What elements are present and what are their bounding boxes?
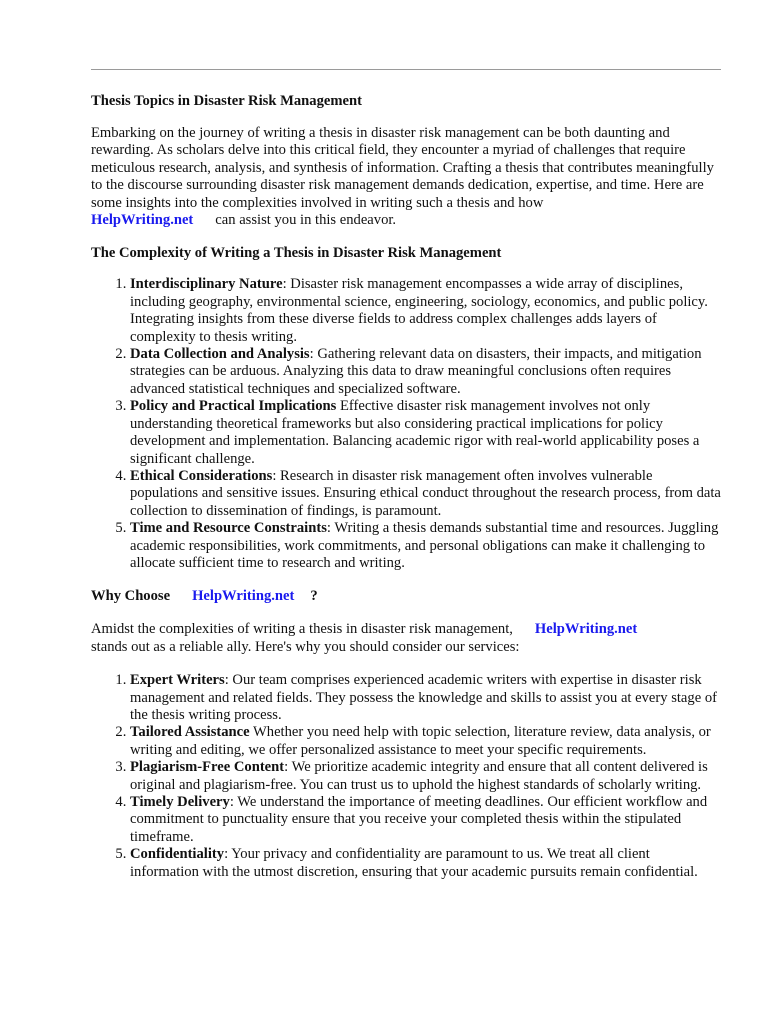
list-item: 2. Data Collection and Analysis: Gathering relevant data on disasters, their impacts, and mitigation strategies can be arduous. Analyzing this data to draw meaningful conclusions often requires advanced statistical techniques and specialized software.	[130, 346, 721, 398]
item-text: Your privacy and confidentiality are paramount to us. We treat all client information with the utmost discretion, ensuring that your academic pursuits remain confidential.	[130, 846, 698, 880]
why-paragraph: Amidst the complexities of writing a thesis in disaster risk management, HelpWriting.net stands out as a reliable ally. Here's why you should consider our services:	[91, 621, 638, 655]
intro-paragraph	[91, 125, 721, 229]
item-text: Our team comprises experienced academic writers with expertise in disaster risk management and related fields. They possess the knowledge and skills to assist you at every stage of the thesis writing process.	[130, 672, 717, 723]
item-text: Gathering relevant data on disasters, their impacts, and mitigation strategies can be arduous. Analyzing this data to draw meaningful conclusions often requires advanced statistical techniques and specialized software.	[130, 346, 702, 397]
complexity-list	[91, 276, 721, 572]
list-item	[130, 724, 721, 759]
list-item: 1. Expert Writers: Our team comprises experienced academic writers with expertise in disaster risk management and related fields. They possess the knowledge and skills to assist you at every stage of the thesis writing process.	[130, 672, 721, 724]
item-text: Disaster risk management encompasses a wide array of disciplines, including geography, environmental science, engineering, sociology, economics, and public policy. Integrating insights from these diverse fields to address complex challenges adds layers of complexity to thesis writing.	[130, 276, 708, 345]
item-term: Policy and Practical Implications	[130, 398, 337, 415]
helpwriting-link[interactable]: HelpWriting.net	[534, 621, 638, 638]
page-title: Thesis Topics in Disaster Risk Management	[91, 93, 362, 109]
item-term: Confidentiality	[130, 846, 225, 863]
list-item: 4. Timely Delivery: We understand the importance of meeting deadlines. Our efficient workflow and commitment to punctuality ensure that you receive your completed thesis within the stipulated timeframe.	[130, 794, 721, 846]
list-item: 3. Plagiarism-Free Content: We prioritize academic integrity and ensure that all content delivered is original and plagiarism-free. You can trust us to uphold the highest standards of scholarly writing.	[130, 759, 721, 794]
list-item: 4. Ethical Considerations: Research in disaster risk management often involves vulnerable populations and sensitive issues. Ensuring ethical conduct throughout the research process, from data collection to dissemination of findings, is paramount.	[130, 468, 721, 520]
item-term: Time and Resource Constraints	[130, 520, 327, 537]
item-term: Timely Delivery	[130, 794, 230, 810]
top-divider	[91, 69, 721, 70]
item-text: Effective disaster risk management involves not only understanding theoretical frameworks but also considering practical implications for policy development and implementation. Balancing academic rigor with real-world applicability poses a significant challenge.	[130, 398, 700, 467]
item-text: Research in disaster risk management often involves vulnerable populations and sensitive issues. Ensuring ethical conduct throughout the research process, from data collection to dissemination of findings, is paramount.	[130, 467, 721, 519]
helpwriting-link[interactable]: HelpWriting.net	[192, 588, 295, 605]
item-term: Plagiarism-Free Content	[130, 759, 285, 776]
why-choose-heading: Why Choose HelpWriting.net ?	[91, 588, 318, 605]
item-text: Writing a thesis demands substantial time and resources. Juggling academic responsibilities, work commitments, and personal obligations can make it challenging to allocate sufficient time to research and writing.	[130, 520, 719, 571]
document-body	[91, 92, 721, 881]
list-item: 1. Interdisciplinary Nature: Disaster risk management encompasses a wide array of disciplines, including geography, environmental science, engineering, sociology, economics, and public policy. Integrating insights from these diverse fields to address complex challenges adds layers of complexity to thesis writing.	[130, 276, 721, 346]
item-term: Expert Writers	[130, 672, 225, 689]
item-text: We understand the importance of meeting deadlines. Our efficient workflow and commitment to punctuality ensure that you receive your completed thesis within the stipulated timeframe.	[130, 794, 708, 845]
intro-text: Embarking on the journey of writing a thesis in disaster risk management can be both daunting and rewarding. As scholars delve into this critical field, they encounter a myriad of challenges that require meticulous research, analysis, and synthesis of information. Crafting a thesis that contributes meaningfully to the discourse surrounding disaster risk management demands dedication, expertise, and time. Here are some insights into the complexities involved in writing such a thesis and how	[91, 125, 714, 211]
item-term: Data Collection and Analysis	[130, 346, 310, 363]
item-text: Whether you need help with topic selection, literature review, data analysis, or writing and editing, we offer personalized assistance to meet your specific requirements.	[130, 724, 711, 758]
services-list	[91, 672, 721, 881]
helpwriting-link[interactable]: HelpWriting.net	[91, 212, 194, 229]
list-item	[130, 398, 721, 468]
item-term: Interdisciplinary Nature	[130, 276, 283, 293]
list-item: 5. Time and Resource Constraints: Writing a thesis demands substantial time and resources. Juggling academic responsibilities, work commitments, and personal obligations can make it challenging to allocate sufficient time to research and writing.	[130, 520, 721, 572]
intro-after-text: can assist you in this endeavor.	[215, 212, 397, 229]
complexity-heading: The Complexity of Writing a Thesis in Disaster Risk Management	[91, 245, 502, 262]
item-term: Tailored Assistance	[130, 724, 250, 741]
item-term: Ethical Considerations	[130, 467, 273, 484]
item-text: We prioritize academic integrity and ensure that all content delivered is original and plagiarism-free. You can trust us to uphold the highest standards of scholarly writing.	[130, 759, 708, 793]
list-item: 5. Confidentiality: Your privacy and confidentiality are paramount to us. We treat all client information with the utmost discretion, ensuring that your academic pursuits remain confidential.	[130, 846, 721, 881]
